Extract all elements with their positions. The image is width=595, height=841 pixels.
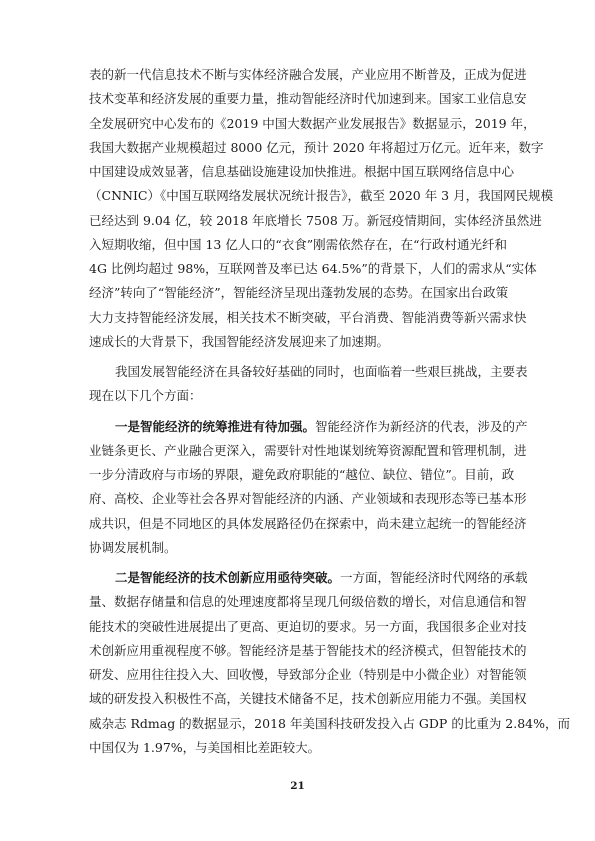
text-line: 技术变革和经济发展的重要力量，推动智能经济时代加速到来。国家工业信息安 (89, 91, 527, 107)
text-line: 速成长的大背景下，我国智能经济发展迎来了加速期。 (89, 333, 390, 349)
text-line: 已经达到 9.04 亿，较 2018 年底增长 7508 万。新冠疫情期间，实体经济虽然进 (89, 212, 542, 228)
paragraph-intro-continuation (89, 63, 554, 354)
paragraph-challenges-intro (89, 360, 528, 409)
text-line: 协调发展机制。 (89, 539, 177, 555)
text-line: 中国仅为 1.97%，与美国相比差距较大。 (89, 739, 321, 755)
text-line (89, 566, 528, 590)
text-line: 我国大数据产业规模超过 8000 亿元，预计 2020 年将超过万亿元。近年来，数字 (89, 139, 544, 155)
text-line: 4G 比例均超过 98%，互联网普及率已达 64.5%”的背景下，人们的需求从“实体 (89, 261, 537, 276)
text-line: 成共识，但是不同地区的具体发展路径仍在探索中，尚未建立起统一的智能经济 (89, 515, 527, 531)
challenge-heading: 二是智能经济的技术创新应用亟待突破。 (115, 570, 341, 585)
text-line: 府、高校、企业等社会各界对智能经济的内涵、产业领域和表现形态等已基本形 (89, 491, 527, 507)
text-line: 经济”转向了“智能经济”，智能经济呈现出蓬勃发展的态势。在国家出台政策 (89, 285, 509, 301)
text-line: 一步分清政府与市场的界限，避免政府职能的“越位、缺位、错位”。目前，政 (89, 467, 515, 482)
text-line: 研发、应用往往投入大、回收慢，导致部分企业（特别是中小微企业）对智能领 (89, 667, 527, 682)
text-line: 威杂志 Rdmag 的数据显示，2018 年美国科技研发投入占 GDP 的比重为 2.84%，而 (89, 715, 571, 731)
text-line (89, 415, 528, 439)
body-text (89, 63, 571, 760)
paragraph-challenge-two (89, 566, 571, 760)
paragraph-challenge-one (89, 415, 528, 561)
text-line: 能技术的突破性进展提出了更高、更迫切的要求。另一方面，我国很多企业对技 (89, 618, 527, 634)
text-line: 业链条更长、产业融合更深入，需要针对性地谋划统筹资源配置和管理机制，进 (89, 442, 527, 458)
text-line: 表的新一代信息技术不断与实体经济融合发展，产业应用不断普及，正成为促进 (89, 67, 527, 82)
text-run: 智能经济作为新经济的代表，涉及的产 (315, 418, 528, 434)
text-line: （CNNIC）《中国互联网络发展状况统计报告》，截至 2020 年 3 月，我国网民规模 (89, 188, 554, 204)
text-line: 大力支持智能经济发展，相关技术不断突破，平台消费、智能消费等新兴需求快 (89, 309, 527, 325)
page-number: 21 (290, 780, 305, 792)
text-line: 术创新应用重视程度不够。智能经济是基于智能技术的经济模式，但智能技术的 (89, 642, 527, 658)
text-line: 入短期收缩，但中国 13 亿人口的“衣食”刚需依然存在，在“行政村通光纤和 (89, 236, 508, 252)
text-line: 量、数据存储量和信息的处理速度都将呈现几何级倍数的增长，对信息通信和智 (89, 594, 527, 610)
text-line: 全发展研究中心发布的《2019 中国大数据产业发展报告》数据显示，2019 年， (89, 115, 536, 131)
challenge-heading: 一是智能经济的统筹推进有待加强。 (115, 418, 316, 434)
text-line: 我国发展智能经济在具备较好基础的同时，也面临着一些艰巨挑战，主要表 (115, 364, 528, 379)
text-line: 中国建设成效显著，信息基础设施建设加快推进。根据中国互联网络信息中心 (89, 164, 515, 179)
text-run: 一方面，智能经济时代网络的承载 (340, 570, 528, 585)
text-line: 域的研发投入积极性不高，关键技术储备不足，技术创新应用能力不强。美国权 (89, 691, 527, 707)
text-line: 现在以下几个方面： (89, 388, 202, 404)
